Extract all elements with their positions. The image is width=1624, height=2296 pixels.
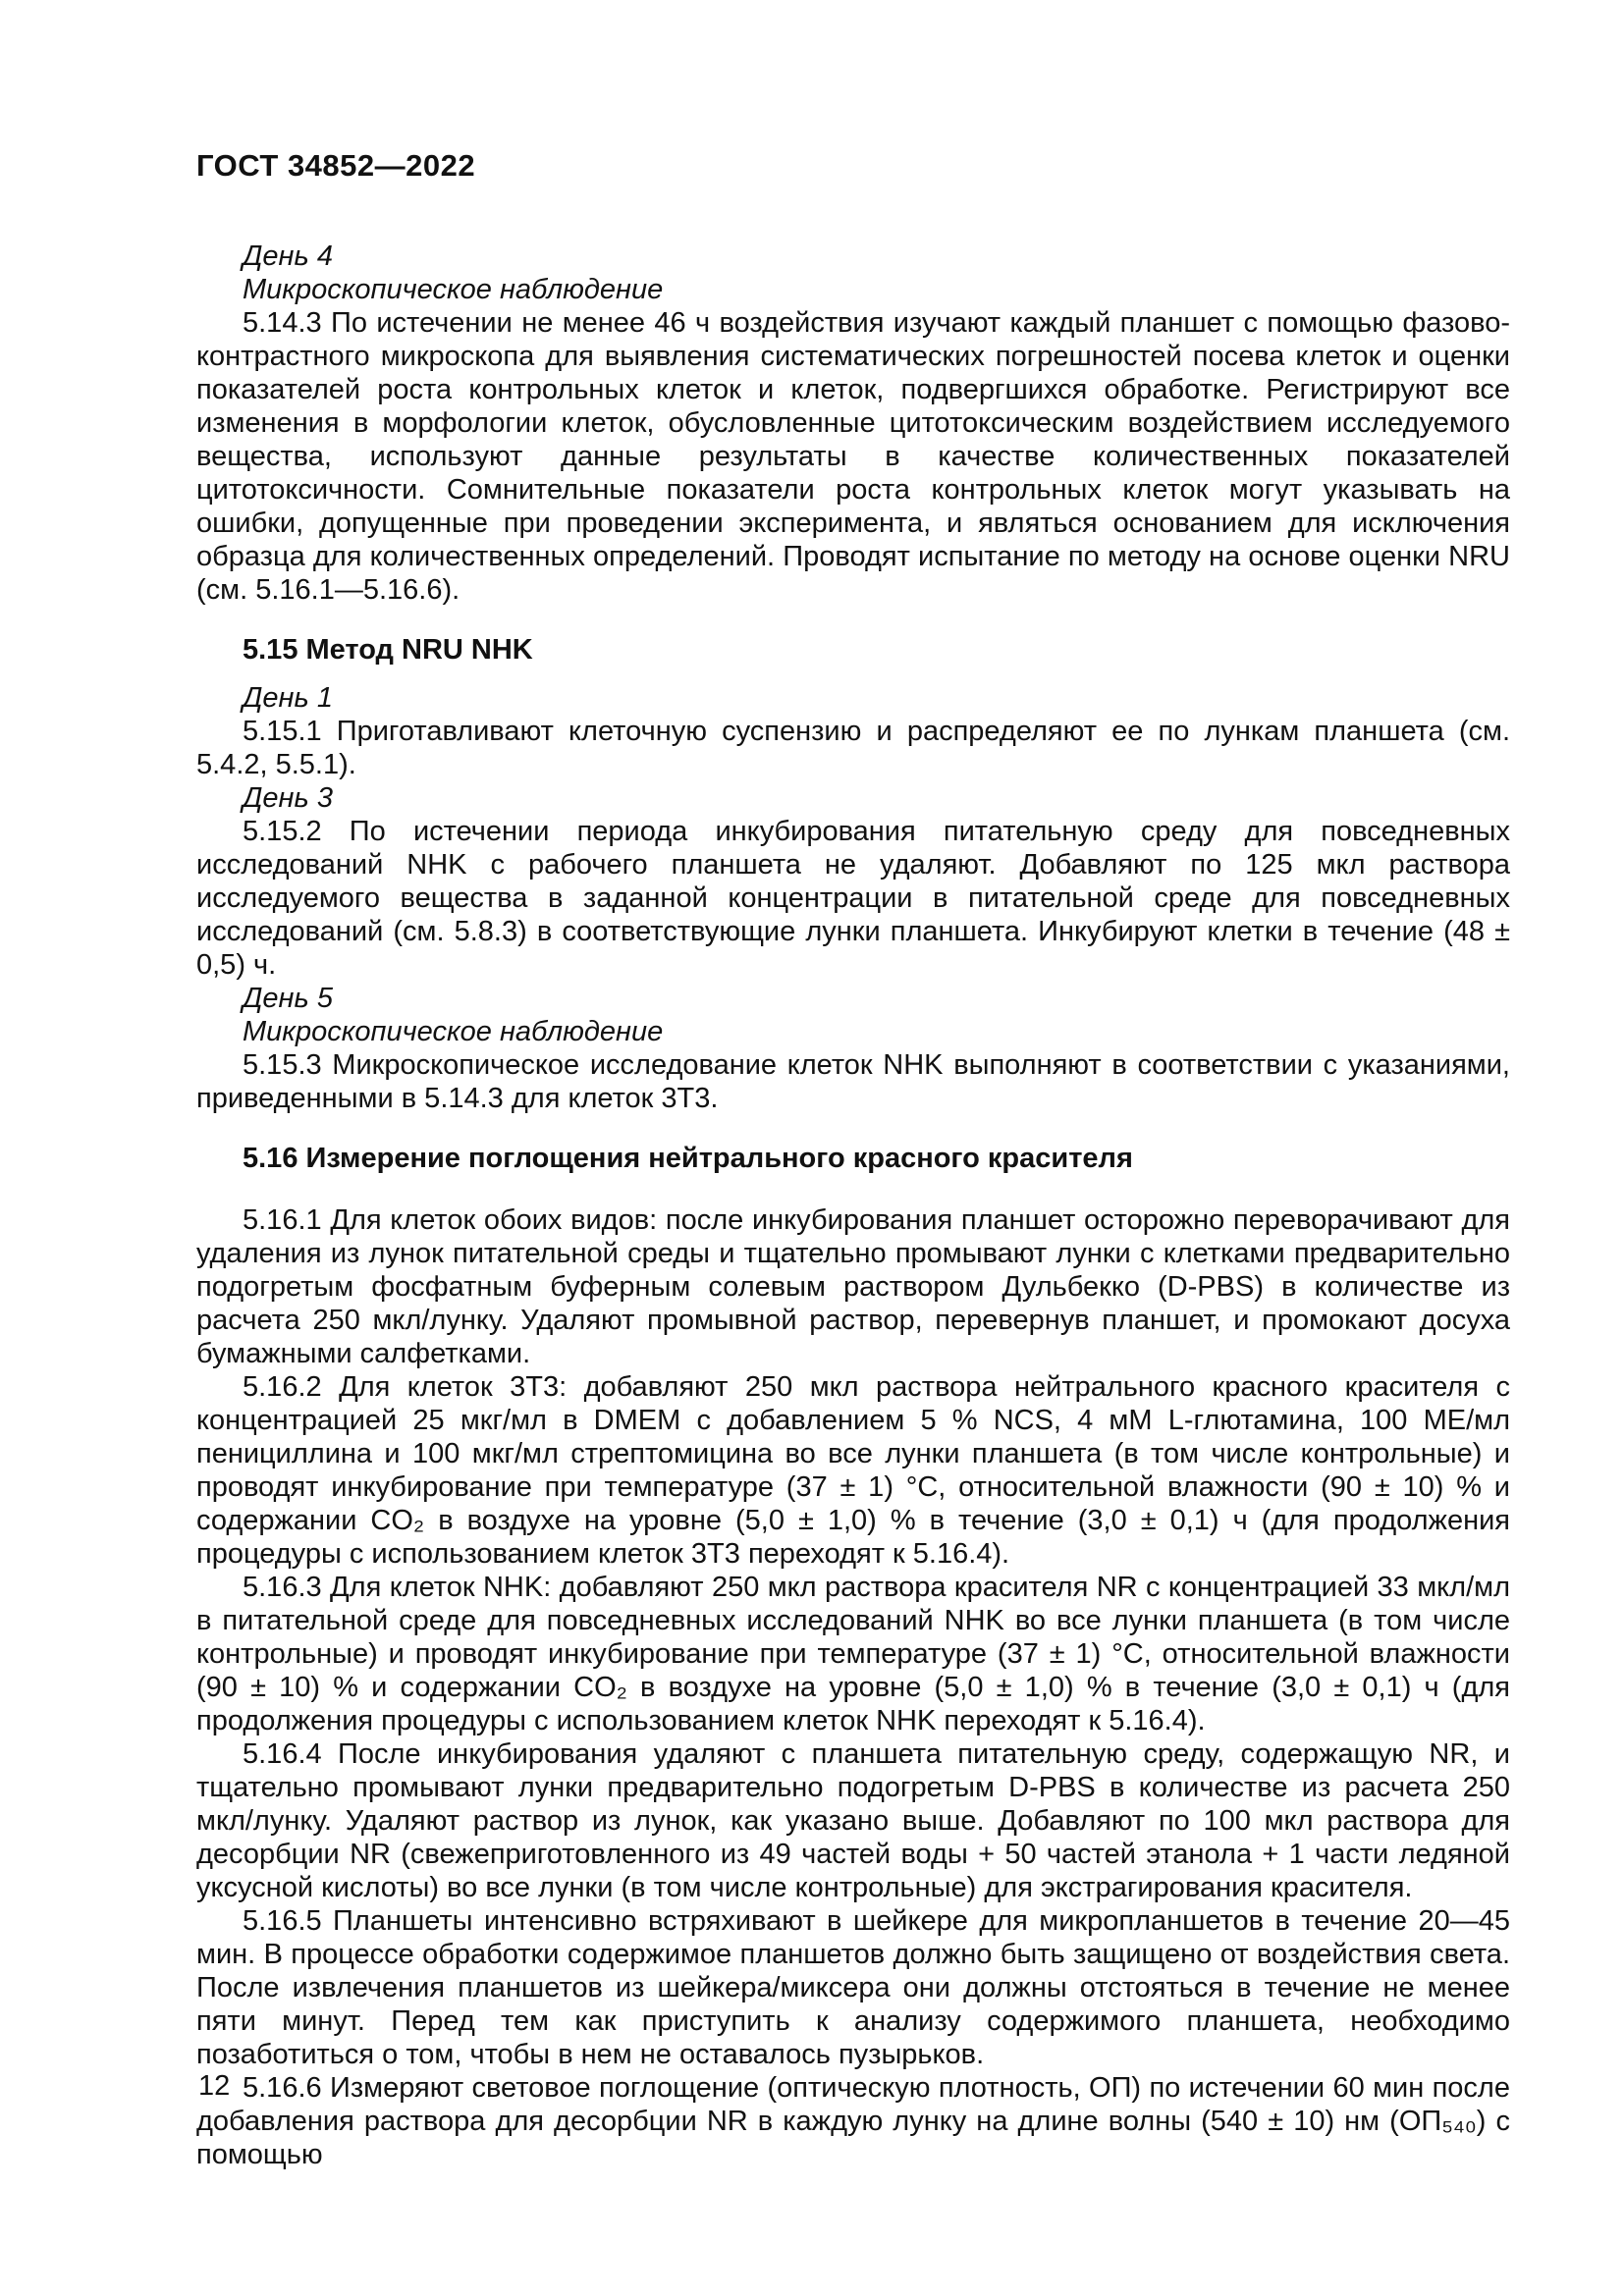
day-4-label: День 4: [243, 240, 333, 272]
day-1-label: День 1: [243, 682, 333, 714]
clause-5-15-2: 5.15.2 По истечении периода инкубирования питательную среду для повседневных исследований NHK с рабочего планшета не удаляют. Добавляют по 125 мкл раствора исследуемого вещества в заданной концентрации в питательной среде для повседневных исследований (см. 5.8.3) в соответствующие лунки планшета. Инкубируют клетки в течение (48 ± 0,5) ч.: [196, 816, 1510, 981]
day-5-label: День 5: [243, 983, 333, 1014]
page-number: 12: [198, 2070, 231, 2102]
clause-5-15-3: 5.15.3 Микроскопическое исследование клеток NHK выполняют в соответствии с указаниями, приведенными в 5.14.3 для клеток 3Т3.: [196, 1049, 1510, 1114]
clause-5-16-6: 5.16.6 Измеряют световое поглощение (оптическую плотность, ОП) по истечении 60 мин после добавления раствора для десорбции NR в каждую лунку на длине волны (540 ± 10) нм (ОП₅₄₀) с помощью: [196, 2072, 1510, 2170]
microscopic-observation-label-2: Микроскопическое наблюдение: [243, 1016, 664, 1047]
clause-5-14-3: 5.14.3 По истечении не менее 46 ч воздействия изучают каждый планшет с помощью фазово-контрастного микроскопа для выявления систематических погрешностей посева клеток и оценки показателей роста контрольных клеток и клеток, подвергшихся обработке. Регистрируют все изменения в морфологии клеток, обусловленные цитотоксическим воздействием исследуемого вещества, используют данные результаты в качестве количественных показателей цитотоксичности. Сомнительные показатели роста контрольных клеток могут указывать на ошибки, допущенные при проведении эксперимента, и являться основанием для исключения образца для количественных определений. Проводят испытание по методу на основе оценки NRU (см. 5.16.1—5.16.6).: [196, 307, 1510, 606]
clause-5-16-1: 5.16.1 Для клеток обоих видов: после инкубирования планшет осторожно переворачивают для удаления из лунок питательной среды и тщательно промывают лунки с клетками предварительно подогретым фосфатным буферным солевым раствором Дульбекко (D-PBS) в количестве из расчета 250 мкл/лунку. Удаляют промывной раствор, перевернув планшет, и промокают досуха бумажными салфетками.: [196, 1204, 1510, 1369]
microscopic-observation-label: Микроскопическое наблюдение: [243, 274, 664, 305]
clause-5-16-5: 5.16.5 Планшеты интенсивно встряхивают в шейкере для микропланшетов в течение 20—45 мин. В процессе обработки содержимое планшетов должно быть защищено от воздействия света. После извлечения планшетов из шейкера/миксера они должны отстояться в течение не менее пяти минут. Перед тем как приступить к анализу содержимого планшета, необходимо позаботиться о том, чтобы в нем не оставалось пузырьков.: [196, 1905, 1510, 2070]
clause-5-16-4: 5.16.4 После инкубирования удаляют с планшета питательную среду, содержащую NR, и тщательно промывают лунки предварительно подогретым D-PBS в количестве из расчета 250 мкл/лунку. Удаляют раствор из лунок, как указано выше. Добавляют по 100 мкл раствора для десорбции NR (свежеприготовленного из 49 частей воды + 50 частей этанола + 1 части ледяной уксусной кислоты) во все лунки (в том числе контрольные) для экстрагирования красителя.: [196, 1738, 1510, 1903]
standard-code-header: ГОСТ 34852—2022: [196, 148, 476, 183]
clause-5-16-3: 5.16.3 Для клеток NHK: добавляют 250 мкл раствора красителя NR с концентрацией 33 мкл/мл в питательной среде для повседневных исследований NHK во все лунки планшета (в том числе контрольные) и проводят инкубирование при температуре (37 ± 1) °С, относительной влажности (90 ± 10) % и содержании CO₂ в воздухе на уровне (5,0 ± 1,0) % в течение (3,0 ± 0,1) ч (для продолжения процедуры с использованием клеток NHK переходят к 5.16.4).: [196, 1572, 1510, 1736]
clause-5-16-2: 5.16.2 Для клеток 3Т3: добавляют 250 мкл раствора нейтрального красного красителя с концентрацией 25 мкг/мл в DMEM с добавлением 5 % NCS, 4 мМ L-глютамина, 100 МЕ/мл пенициллина и 100 мкг/мл стрептомицина во все лунки планшета (в том числе контрольные) и проводят инкубирование при температуре (37 ± 1) °С, относительной влажности (90 ± 10) % и содержании CO₂ в воздухе на уровне (5,0 ± 1,0) % в течение (3,0 ± 0,1) ч (для продолжения процедуры с использованием клеток 3Т3 переходят к 5.16.4).: [196, 1371, 1510, 1570]
document-body: [196, 149, 1510, 2171]
day-3-label: День 3: [243, 782, 333, 814]
section-heading-5-16: 5.16 Измерение поглощения нейтрального красного красителя: [243, 1143, 1133, 1174]
clause-5-15-1: 5.15.1 Приготавливают клеточную суспензию и распределяют ее по лункам планшета (см. 5.4.2, 5.5.1).: [196, 716, 1510, 780]
section-heading-5-15: 5.15 Метод NRU NHK: [243, 634, 533, 666]
